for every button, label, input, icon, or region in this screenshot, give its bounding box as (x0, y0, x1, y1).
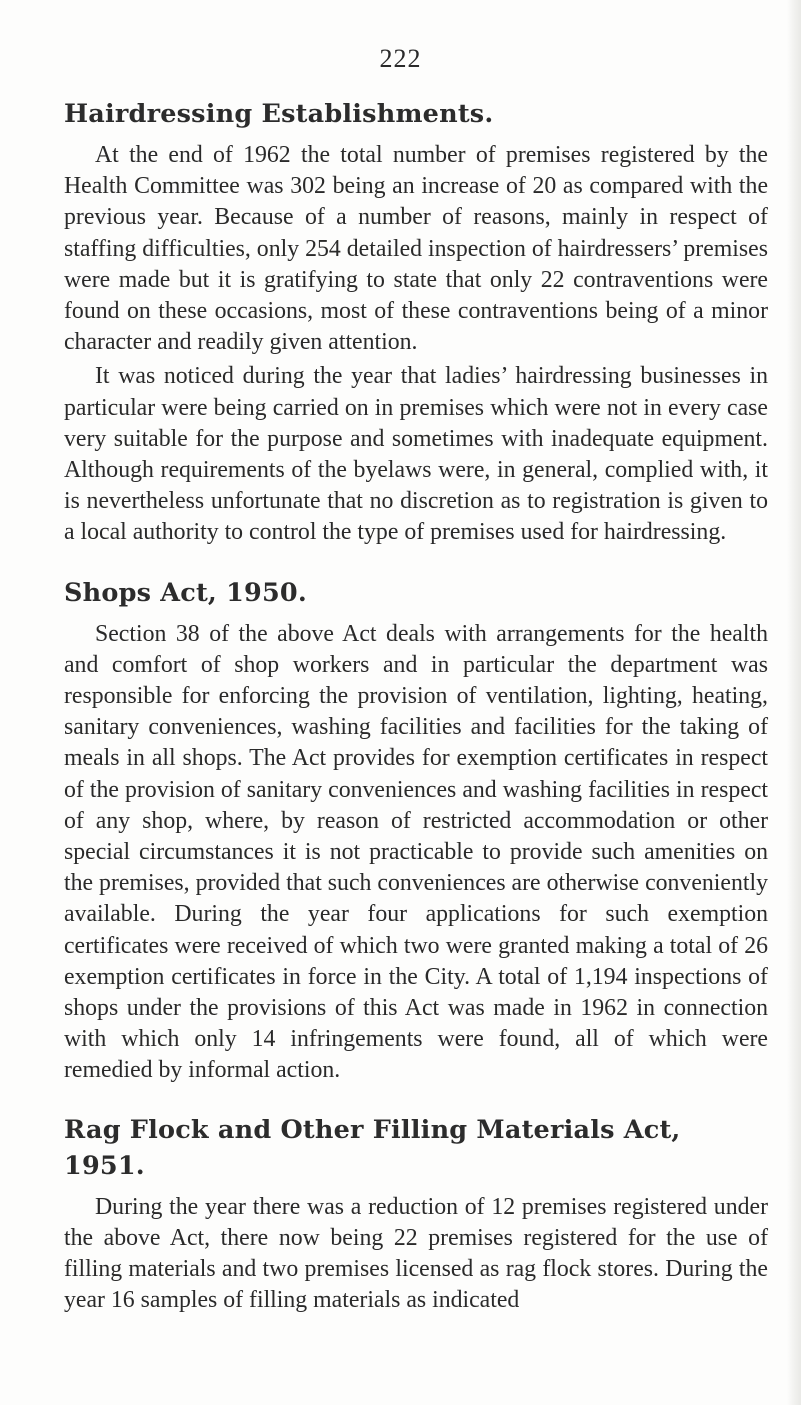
page-edge-shadow (787, 0, 801, 1405)
paragraph: It was noticed during the year that ladies’ hairdressing businesses in particular were being carried on in premises which were not in every case very suitable for the purpose and sometimes with inadequate equipment. Although requirements of the byelaws were, in general, complied with, it is nevertheless unfortunate that no discretion as to registration is given to a local authority to control the type of premises used for hairdressing. (64, 363, 768, 546)
section-shops-act (64, 575, 768, 1087)
paragraph: During the year there was a reduction of 12 premises registered under the above Act, there now being 22 premises registered for the use of filling materials and two premises licensed as rag flock stores. During the year 16 samples of filling materials as indicated (64, 1193, 768, 1314)
page-body (64, 96, 768, 1317)
section-rag-flock-act (64, 1112, 768, 1317)
paragraph: At the end of 1962 the total number of premises registered by the Health Committee was 302 being an increase of 20 as compared with the previous year. Because of a number of reasons, mainly in respect of staffing difficulties, only 254 detailed inspection of hairdressers’ premises were made but it is gratifying to state that only 22 contraventions were found on these occasions, most of these contraventions being of a minor character and readily given attention. (64, 142, 768, 356)
section-heading: Hairdressing Establishments. (64, 99, 494, 129)
section-heading: Shops Act, 1950. (64, 577, 307, 608)
section-heading: Rag Flock and Other Filling Materials Act, 1951. (64, 1114, 681, 1181)
paragraph: Section 38 of the above Act deals with arrangements for the health and comfort of shop workers and in particular the department was responsible for enforcing the provision of ventilation, lighting, heating, sanitary conveniences, washing facilities and facilities for the taking of meals in all shops. The Act provides for exemption certificates in respect of the provision of sanitary conveniences and washing facilities in respect of any shop, where, by reason of restricted accommodation or other special circumstances it is not practicable to provide such amenities on the premises, provided that such conveniences are otherwise conveniently available. During the year four applications for such exemption certificates were received of which two were granted making a total of 26 exemption certificates in force in the City. A total of 1,194 inspections of shops under the provisions of this Act was made in 1962 in connection with which only 14 infringements were found, all of which were remedied by informal action. (64, 620, 768, 1084)
page-number: 222 (379, 44, 422, 73)
section-hairdressing-establishments (64, 96, 768, 549)
